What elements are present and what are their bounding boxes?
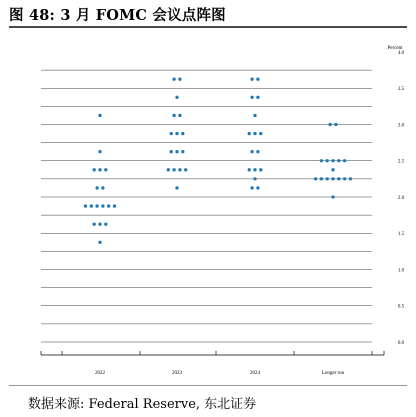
dot-marker (349, 177, 352, 180)
y-tick-label: 2.5 (397, 159, 405, 165)
dot-marker (250, 186, 253, 189)
dot-marker (170, 132, 173, 135)
dot-marker (98, 223, 101, 226)
dot-marker (84, 204, 87, 207)
dot-marker (331, 159, 334, 162)
dot-marker (178, 168, 181, 171)
y-tick-label: 1.0 (397, 268, 405, 274)
dot-marker (250, 150, 253, 153)
dot-marker (175, 132, 178, 135)
dot-marker (184, 168, 187, 171)
dot-marker (259, 168, 262, 171)
dot-marker (334, 123, 337, 126)
dot-marker (104, 223, 107, 226)
y-tick-label: 3.5 (397, 87, 405, 93)
y-tick-label: 1.5 (397, 232, 405, 238)
dot-marker (326, 159, 329, 162)
dot-marker (326, 177, 329, 180)
y-axis-unit-label: Percent (387, 46, 403, 51)
dot-marker (175, 186, 178, 189)
source-divider (9, 385, 407, 386)
dot-marker (98, 150, 101, 153)
source-note: 数据来源: Federal Reserve, 东北证券 (28, 397, 257, 412)
dot-marker (250, 78, 253, 81)
y-tick-label: 0.5 (397, 304, 405, 310)
dot-marker (107, 204, 110, 207)
dot-marker (343, 159, 346, 162)
dot-marker (101, 204, 104, 207)
dot-marker (256, 186, 259, 189)
dot-marker (98, 114, 101, 117)
dot-marker (314, 177, 317, 180)
y-tick-label: 4.0 (397, 50, 405, 56)
dot-marker (101, 186, 104, 189)
dot-marker (181, 150, 184, 153)
dot-marker (93, 223, 96, 226)
dot-marker (170, 150, 173, 153)
dot-marker (98, 168, 101, 171)
dot-marker (328, 123, 331, 126)
y-tick-label: 2.0 (397, 195, 405, 201)
dot-marker (256, 78, 259, 81)
dot-marker (253, 132, 256, 135)
dot-marker (331, 195, 334, 198)
dot-marker (259, 132, 262, 135)
dot-marker (253, 114, 256, 117)
dot-marker (95, 186, 98, 189)
dot-marker (175, 150, 178, 153)
x-tick-label: 2024 (250, 371, 260, 376)
dot-marker (172, 78, 175, 81)
dot-marker (90, 204, 93, 207)
dot-marker (256, 96, 259, 99)
dot-marker (172, 168, 175, 171)
x-tick-label: Longer run (321, 371, 345, 376)
dot-marker (331, 168, 334, 171)
dot-marker (175, 96, 178, 99)
dot-marker (167, 168, 170, 171)
dot-marker (331, 177, 334, 180)
dot-marker (253, 168, 256, 171)
y-tick-label: 0.0 (397, 340, 405, 346)
dot-marker (113, 204, 116, 207)
dot-marker (337, 159, 340, 162)
dot-marker (178, 78, 181, 81)
y-tick-labels (398, 51, 405, 346)
y-tick-label: 3.0 (397, 123, 405, 129)
x-tick-label: 2022 (95, 371, 105, 376)
dot-marker (248, 132, 251, 135)
dot-marker (250, 96, 253, 99)
dot-marker (320, 177, 323, 180)
figure-title: 图 48: 3 月 FOMC 会议点阵图 (9, 7, 226, 24)
x-axis (41, 351, 384, 355)
dot-marker (343, 177, 346, 180)
dot-marker (253, 177, 256, 180)
dot-marker (248, 168, 251, 171)
dot-marker (256, 150, 259, 153)
dot-marker (93, 168, 96, 171)
dot-marker (178, 114, 181, 117)
dot-marker (98, 241, 101, 244)
dot-marker (95, 204, 98, 207)
dot-marker (337, 177, 340, 180)
dot-marker (172, 114, 175, 117)
x-tick-labels (95, 371, 345, 376)
x-tick-label: 2023 (172, 371, 182, 376)
dot-marker (181, 132, 184, 135)
dot-marker (104, 168, 107, 171)
dot-marker (320, 159, 323, 162)
